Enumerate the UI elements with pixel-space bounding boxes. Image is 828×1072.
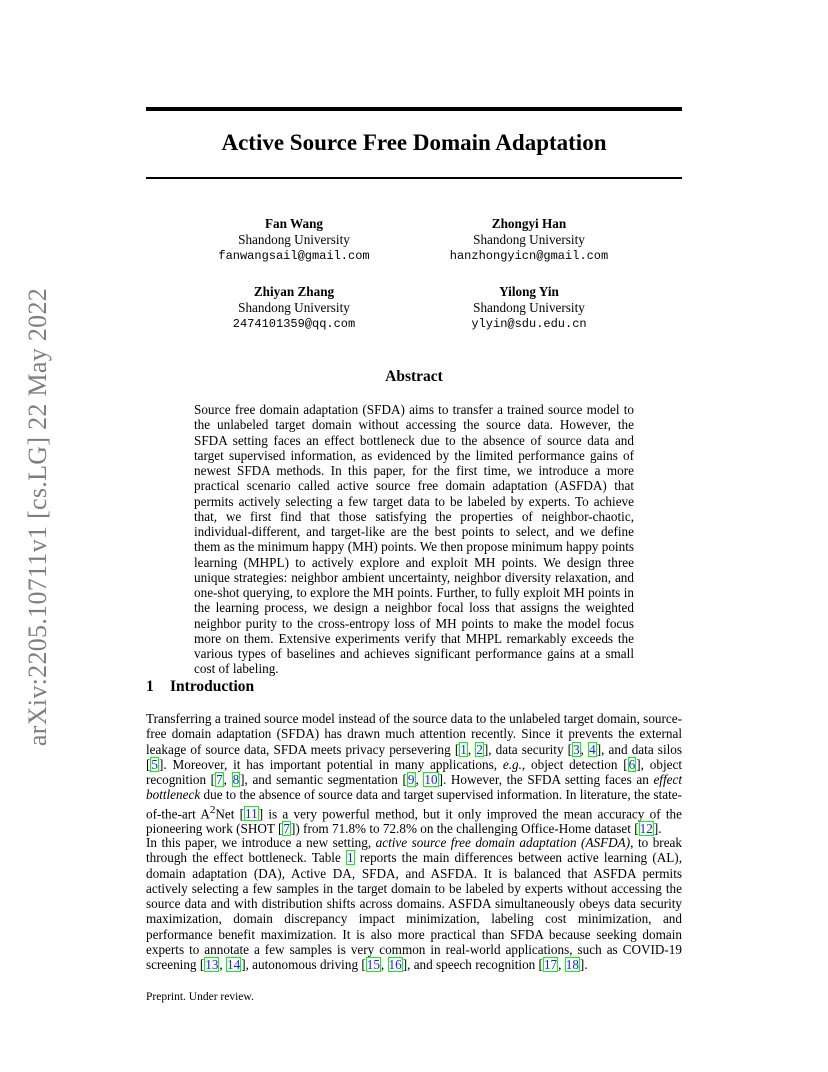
author-block [184,284,404,332]
author-affiliation: Shandong University [473,300,585,315]
author-name: Yilong Yin [499,284,559,299]
text-run: Net [ [215,805,245,821]
author-affiliation: Shandong University [473,232,585,247]
citation-link[interactable]: 1 [460,741,467,757]
citation-link[interactable]: 5 [151,756,158,772]
citation-link[interactable]: 8 [232,772,240,787]
text-run: , to break through the effect bottleneck. Table [146,835,682,866]
author-email[interactable]: hanzhongyicn@gmail.com [449,249,609,263]
emphasis: active source free domain adaptation (ASFDA) [375,835,631,850]
citation-link[interactable]: 14 [227,957,241,972]
table-ref-link[interactable]: 1 [347,850,354,866]
title-rule-top [146,107,682,111]
text-run: ]. [579,957,588,972]
citation-link[interactable]: 10 [424,772,438,787]
citation-link[interactable]: 7 [283,821,290,837]
text-run: ]) from 71.8% to 72.8% on the challenging Office-Home dataset [ [290,821,639,837]
citation-link[interactable]: 17 [543,957,558,972]
section-heading [146,677,254,697]
citation-link[interactable]: 7 [216,772,223,787]
text-run: reports the main differences between active learning (AL), domain adaptation (DA), Active DA, SFDA, and ASFDA. It is balanced that ASFDA permits actively selecting a few samples in the target domain to be labeled by experts without accessing the source data and with distribution shifts across domains. ASFDA simultaneously obeys data security maximization, domain discrepancy impact minimization, labeling cost minimization, and performance benefit maximization. It is also more practical than SFDA because seeking domain experts to annotate a few samples is very common in real-world applications, such as COVID-19 screening [ [146,850,682,972]
author-affiliation: Shandong University [238,300,350,315]
citation-link[interactable]: 16 [388,957,402,972]
paper-title: Active Source Free Domain Adaptation [221,130,607,155]
author-block [419,284,639,332]
text-run: ]. [653,821,662,837]
author-email[interactable]: 2474101359@qq.com [232,317,356,331]
text-run: Transferring a trained source model instead of the source data to the unlabeled target domain, source-free domain adaptation (SFDA) has drawn much attention recently. Since it prevents the external leakage of source data, SFDA meets privacy persevering [ [146,711,682,757]
citation-link[interactable]: 4 [589,741,596,757]
abstract-heading: Abstract [385,368,443,385]
text-run: ], and speech recognition [ [402,957,543,972]
emphasis: e.g., [502,756,526,772]
text-run: object detection [ [525,756,628,772]
author-block [419,216,639,264]
text-run: ], object recognition [ [146,756,682,787]
footer-note: Preprint. Under review. [146,991,254,1003]
text-run: In this paper, we introduce a new setting, [146,835,376,850]
text-run: ]. However, the SFDA setting faces an [438,772,654,787]
text-run: due to the absence of source data and target supervised information. In literature, the state-of-the-art A [146,787,682,821]
citation-link[interactable]: 12 [639,821,653,837]
text-run: ], and data silos [ [146,741,682,772]
author-name: Zhongyi Han [491,216,567,231]
text-run: ], autonomous driving [ [241,957,366,972]
section-number: 1 [146,678,154,695]
section-title: Introduction [170,678,255,695]
citation-link[interactable]: 3 [573,741,580,757]
text-run: ]. Moreover, it has important potential in many applications, [159,756,503,772]
emphasis: effect bottleneck [146,772,682,803]
arxiv-stamp: arXiv:2205.10711v1 [cs.LG] 22 May 2022 [23,287,52,747]
author-affiliation: Shandong University [238,232,350,247]
citation-link[interactable]: 6 [628,756,636,772]
citation-link[interactable]: 15 [366,957,380,972]
author-email[interactable]: fanwangsail@gmail.com [218,249,370,263]
citation-link[interactable]: 11 [245,805,258,821]
text-run: ], data security [ [483,741,573,757]
abstract-text: Source free domain adaptation (SFDA) aims to transfer a trained source model to the unlabeled target domain without accessing the source data. However, the SFDA setting faces an effect bottleneck due to the absence of source data and target supervised information, as evidenced by the limited performance gains of newest SFDA methods. In this paper, for the first time, we introduce a more practical scenario called active source free domain adaptation (ASFDA) that permits actively selecting a few target data to be labeled by experts. To achieve that, we first find that those satisfying the properties of neighbor-chaotic, individual-different, and target-like are the best points to select, and we define them as the minimum happy (MH) points. We then propose minimum happy points learning (MHPL) to actively explore and exploit MH points. We design three unique strategies: neighbor ambient uncertainty, neighbor diversity relaxation, and one-shot querying, to explore the MH points. Further, to fully exploit MH points in the learning process, we design a neighbor focal loss that assigns the weighted neighbor purity to the cross-entropy loss of MH points to make the model focus more on them. Extensive experiments verify that MHPL remarkably exceeds the various types of baselines and achieves significant performance gains at a small cost of labeling. [194,402,634,677]
text-run: ] is a very powerful method, but it only improved the mean accuracy of the pioneering work (SHOT [ [146,805,682,837]
intro-paragraph-2: In this paper, we introduce a new setting, active source free domain adaptation (ASFDA), to break through the effect bottleneck. Table 1 reports the main differences between active learning (AL), domain adaptation (DA), Active DA, SFDA, and ASFDA. It is balanced that ASFDA permits actively selecting a few samples in the target domain to be labeled by experts without accessing the source data and with distribution shifts across domains. ASFDA simultaneously obeys data security maximization, domain discrepancy impact minimization, labeling cost minimization, and performance benefit maximization. It is also more practical than SFDA because seeking domain experts to annotate a few samples is very common in real-world applications, such as COVID-19 screening [13, 14], autonomous driving [15, 16], and speech recognition [17, 18]. [146,835,682,972]
author-name: Zhiyan Zhang [253,284,335,299]
author-name: Fan Wang [264,216,324,231]
intro-paragraph-1: Transferring a trained source model instead of the source data to the unlabeled target domain, source-free domain adaptation (SFDA) has drawn much attention recently. Since it prevents the external leakage of source data, SFDA meets privacy persevering [1, 2], data security [3, 4], and data silos [5]. Moreover, it has important potential in many applications, e.g., object detection [6], object recognition [7, 8], and semantic segmentation [9, 10]. However, the SFDA setting faces an effect bottleneck due to the absence of source data and target supervised information. In literature, the state-of-the-art $A^2Net$ [11] is a very powerful method, but it only improved the mean accuracy of the pioneering work (SHOT [7]) from 71.8% to 72.8% on the challenging Office-Home dataset [12]. [146,711,682,837]
text-run: ], and semantic segmentation [ [240,772,407,787]
citation-link[interactable]: 2 [476,741,483,757]
title-rule-bottom [146,177,682,179]
citation-link[interactable]: 13 [205,957,219,972]
citation-link[interactable]: 18 [565,957,579,972]
citation-link[interactable]: 9 [407,772,415,787]
author-block [184,216,404,264]
author-email[interactable]: ylyin@sdu.edu.cn [471,317,587,331]
superscript: 2 [209,803,216,816]
